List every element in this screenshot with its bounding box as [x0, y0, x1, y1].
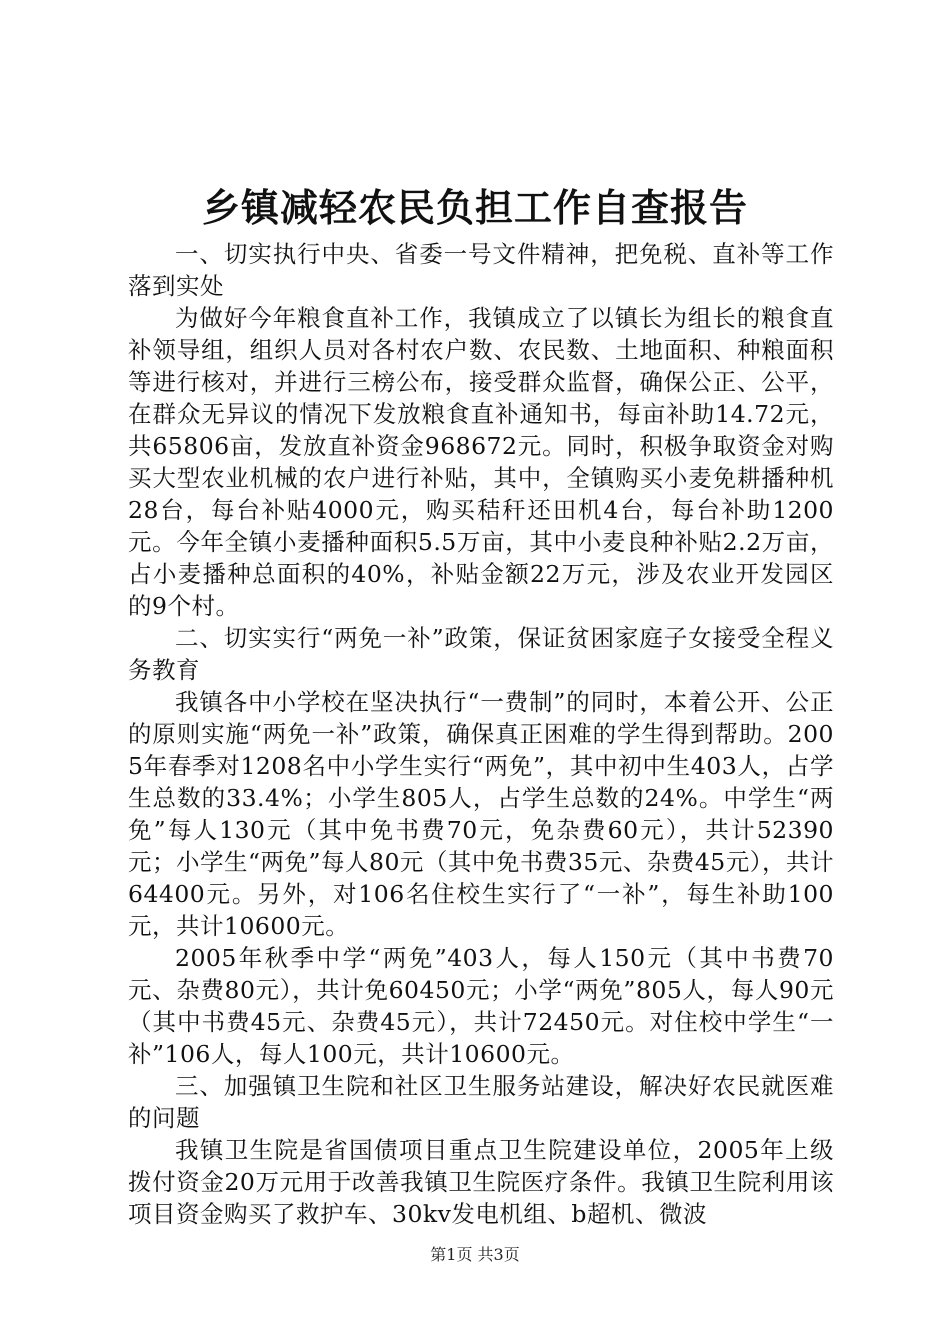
body-paragraph: 我镇各中小学校在坚决执行“一费制”的同时，本着公开、公正的原则实施“两免一补”政策，确保真正困难的学生得到帮助。2005年春季对1208名中小学生实行“两免”，其中初中生403人，占学生总数的33.4%；小学生805人，占学生总数的24%。中学生“两免”每人130元（其中免书费70元，免杂费60元），共计52390元；小学生“两免”每人80元（其中免书费35元、杂费45元），共计64400元。另外，对106名住校生实行了“一补”，每生补助100元，共计10600元。 [128, 688, 834, 940]
page-number-footer: 第1页 共3页 [430, 1245, 520, 1264]
section-heading-2: 二、切实实行“两免一补”政策，保证贫困家庭子女接受全程义务教育 [128, 624, 834, 684]
body-paragraph: 为做好今年粮食直补工作，我镇成立了以镇长为组长的粮食直补领导组，组织人员对各村农户数、农民数、土地面积、种粮面积等进行核对，并进行三榜公布，接受群众监督，确保公正、公平，在群众无异议的情况下发放粮食直补通知书，每亩补助14.72元，共65806亩，发放直补资金968672元。同时，积极争取资金对购买大型农业机械的农户进行补贴，其中，全镇购买小麦免耕播种机28台，每台补贴4000元，购买秸秆还田机4台，每台补助1200元。今年全镇小麦播种面积5.5万亩，其中小麦良种补贴2.2万亩，占小麦播种总面积的40%，补贴金额22万元，涉及农业开发园区的9个村。 [128, 304, 834, 620]
body-paragraph: 我镇卫生院是省国债项目重点卫生院建设单位，2005年上级拨付资金20万元用于改善我镇卫生院医疗条件。我镇卫生院利用该项目资金购买了救护车、30kv发电机组、b超机、微波 [128, 1136, 834, 1228]
section-heading-1: 一、切实执行中央、省委一号文件精神，把免税、直补等工作落到实处 [128, 240, 834, 300]
document-body [128, 238, 834, 1230]
document-title: 乡镇减轻农民负担工作自查报告 [201, 185, 748, 230]
body-paragraph: 2005年秋季中学“两免”403人，每人150元（其中书费70元、杂费80元），共计免60450元；小学“两免”805人，每人90元（其中书费45元、杂费45元），共计72450元。对住校中学生“一补”106人，每人100元，共计10600元。 [128, 944, 834, 1068]
section-heading-3: 三、加强镇卫生院和社区卫生服务站建设，解决好农民就医难的问题 [128, 1072, 834, 1132]
